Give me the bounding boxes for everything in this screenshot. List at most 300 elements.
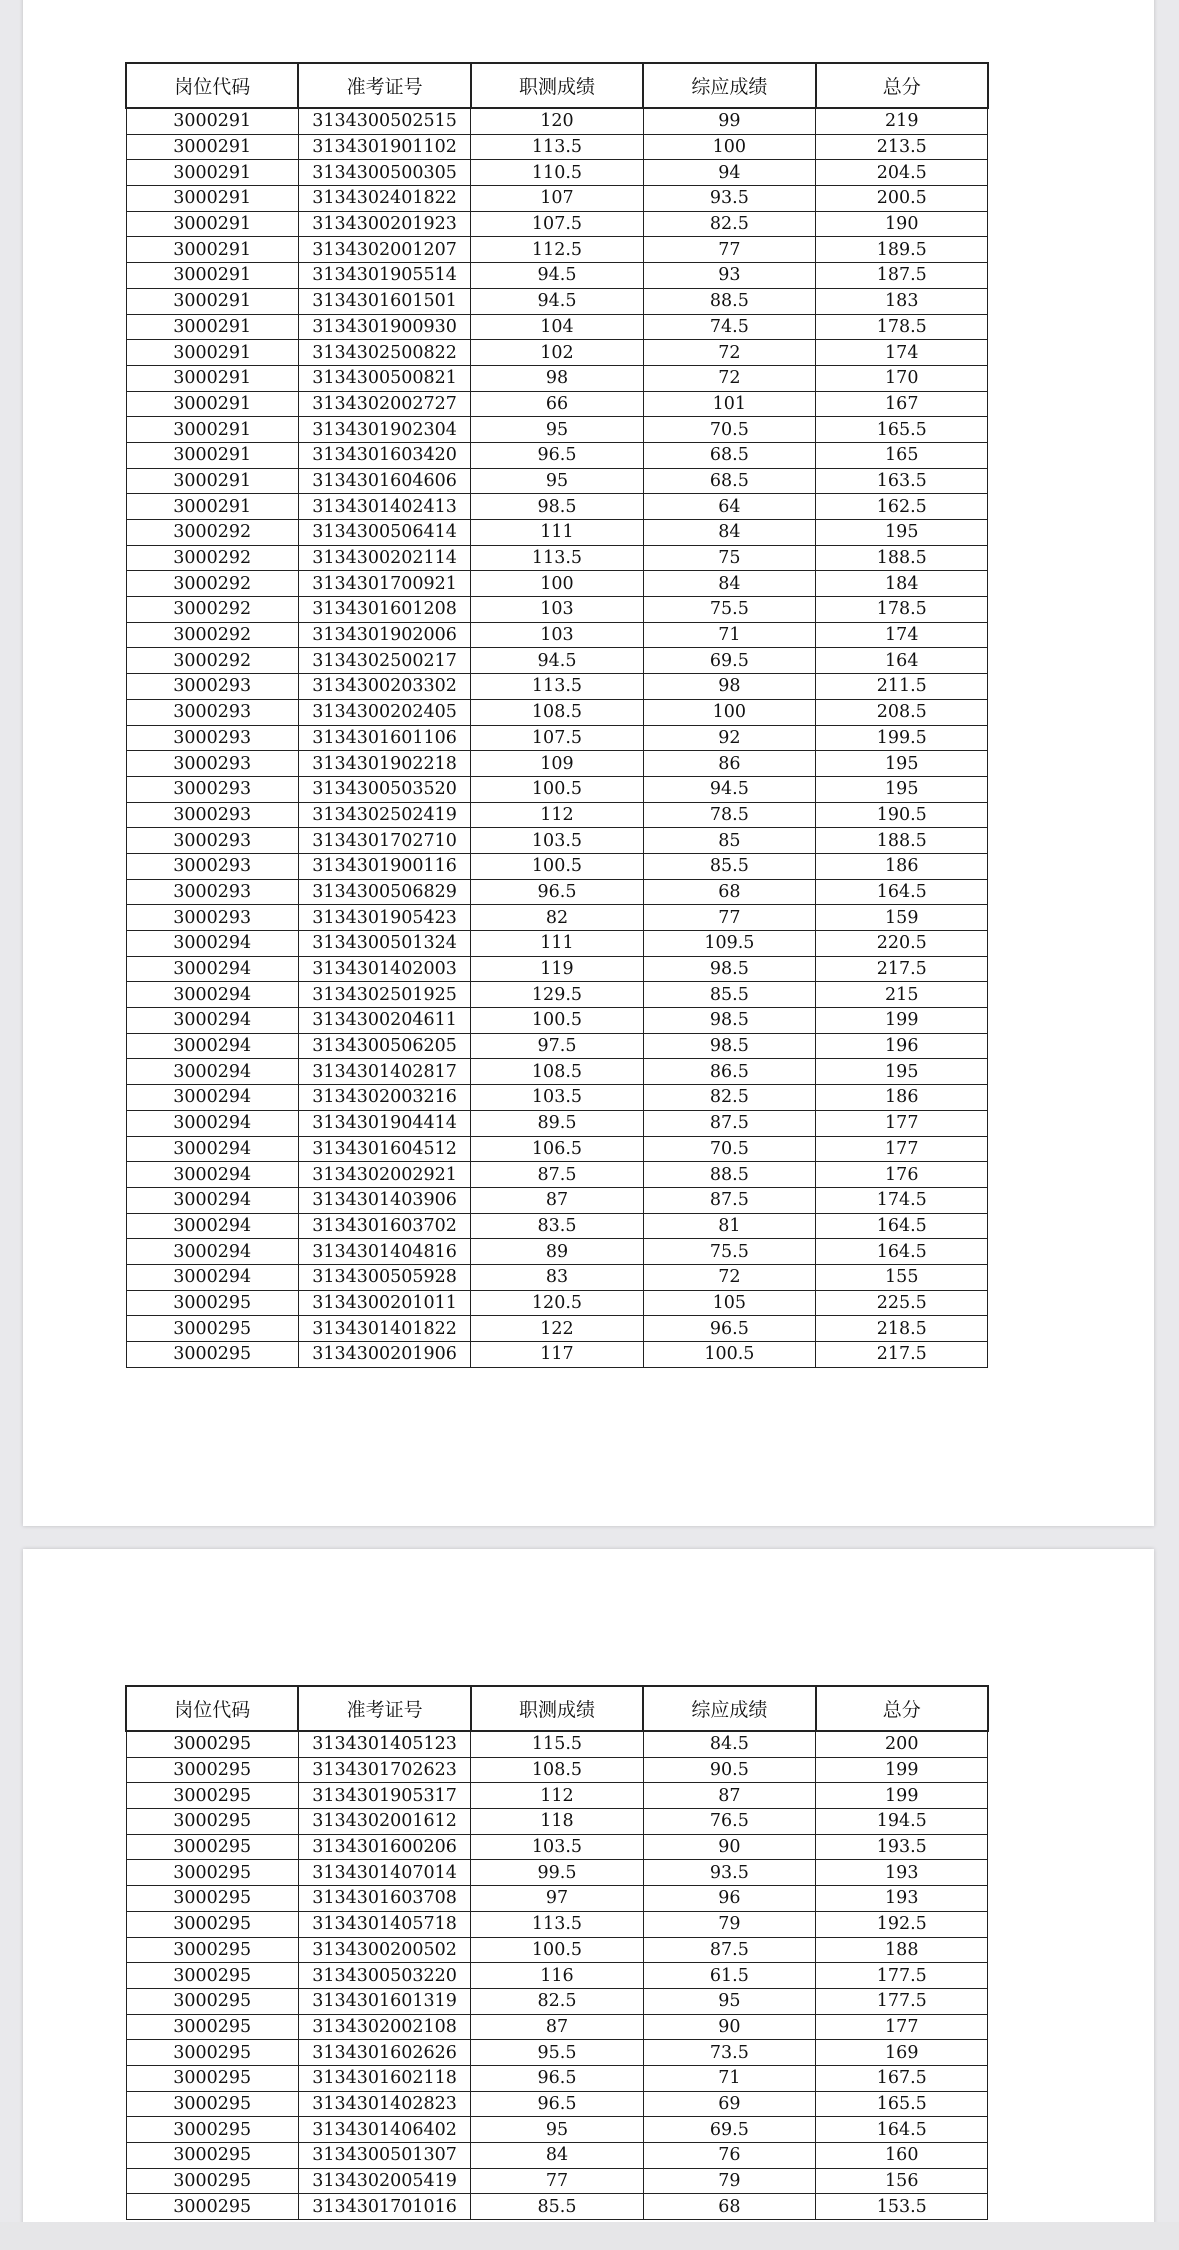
table-row <box>126 1342 988 1368</box>
position-code-cell: 3000291 <box>126 237 298 263</box>
position-code-cell: 3000294 <box>126 1059 298 1085</box>
ticket-number-cell: 3134300501324 <box>298 931 470 957</box>
total-score-cell: 199 <box>816 1783 988 1809</box>
ticket-number-cell: 3134300201906 <box>298 1342 470 1368</box>
aptitude-score-cell: 110.5 <box>471 160 643 186</box>
total-score-cell: 199.5 <box>816 725 988 751</box>
table-row <box>126 2194 988 2220</box>
header-essay-score: 综应成绩 <box>643 63 815 108</box>
aptitude-score-cell: 120.5 <box>471 1290 643 1316</box>
essay-score-cell: 94.5 <box>643 776 815 802</box>
essay-score-cell: 85.5 <box>643 982 815 1008</box>
aptitude-score-cell: 106.5 <box>471 1136 643 1162</box>
table-row <box>126 776 988 802</box>
position-code-cell: 3000295 <box>126 2117 298 2143</box>
table-row <box>126 571 988 597</box>
position-code-cell: 3000294 <box>126 1264 298 1290</box>
ticket-number-cell: 3134301405123 <box>298 1731 470 1757</box>
essay-score-cell: 64 <box>643 494 815 520</box>
table-row <box>126 391 988 417</box>
aptitude-score-cell: 113.5 <box>471 545 643 571</box>
total-score-cell: 160 <box>816 2143 988 2169</box>
essay-score-cell: 84 <box>643 520 815 546</box>
essay-score-cell: 71 <box>643 2065 815 2091</box>
aptitude-score-cell: 89.5 <box>471 1110 643 1136</box>
score-table <box>125 1685 989 2220</box>
ticket-number-cell: 3134301702710 <box>298 828 470 854</box>
ticket-number-cell: 3134301406402 <box>298 2117 470 2143</box>
ticket-number-cell: 3134302401822 <box>298 186 470 212</box>
position-code-cell: 3000294 <box>126 1162 298 1188</box>
essay-score-cell: 77 <box>643 905 815 931</box>
position-code-cell: 3000294 <box>126 1239 298 1265</box>
essay-score-cell: 77 <box>643 237 815 263</box>
aptitude-score-cell: 102 <box>471 340 643 366</box>
total-score-cell: 163.5 <box>816 468 988 494</box>
aptitude-score-cell: 116 <box>471 1963 643 1989</box>
ticket-number-cell: 3134300502515 <box>298 108 470 134</box>
aptitude-score-cell: 85.5 <box>471 2194 643 2220</box>
aptitude-score-cell: 103.5 <box>471 1085 643 1111</box>
table-row <box>126 1033 988 1059</box>
total-score-cell: 217.5 <box>816 956 988 982</box>
position-code-cell: 3000295 <box>126 2143 298 2169</box>
ticket-number-cell: 3134302002921 <box>298 1162 470 1188</box>
total-score-cell: 200.5 <box>816 186 988 212</box>
essay-score-cell: 72 <box>643 365 815 391</box>
position-code-cell: 3000295 <box>126 2040 298 2066</box>
table-header-row <box>126 63 988 108</box>
aptitude-score-cell: 97.5 <box>471 1033 643 1059</box>
total-score-cell: 195 <box>816 751 988 777</box>
table-body <box>126 108 988 1367</box>
position-code-cell: 3000294 <box>126 1187 298 1213</box>
aptitude-score-cell: 111 <box>471 520 643 546</box>
essay-score-cell: 84 <box>643 571 815 597</box>
ticket-number-cell: 3134302501925 <box>298 982 470 1008</box>
aptitude-score-cell: 87 <box>471 1187 643 1213</box>
aptitude-score-cell: 104 <box>471 314 643 340</box>
ticket-number-cell: 3134300201011 <box>298 1290 470 1316</box>
table-row <box>126 597 988 623</box>
aptitude-score-cell: 115.5 <box>471 1731 643 1757</box>
essay-score-cell: 98.5 <box>643 1033 815 1059</box>
position-code-cell: 3000295 <box>126 1290 298 1316</box>
total-score-cell: 165.5 <box>816 2091 988 2117</box>
ticket-number-cell: 3134301905514 <box>298 263 470 289</box>
ticket-number-cell: 3134301902006 <box>298 622 470 648</box>
ticket-number-cell: 3134300204611 <box>298 1008 470 1034</box>
position-code-cell: 3000292 <box>126 597 298 623</box>
ticket-number-cell: 3134301905317 <box>298 1783 470 1809</box>
aptitude-score-cell: 100.5 <box>471 1008 643 1034</box>
essay-score-cell: 72 <box>643 340 815 366</box>
essay-score-cell: 87.5 <box>643 1187 815 1213</box>
table-row <box>126 365 988 391</box>
ticket-number-cell: 3134302001207 <box>298 237 470 263</box>
total-score-cell: 177 <box>816 2014 988 2040</box>
table-row <box>126 1187 988 1213</box>
header-aptitude-score: 职测成绩 <box>471 63 643 108</box>
aptitude-score-cell: 82 <box>471 905 643 931</box>
essay-score-cell: 93.5 <box>643 1860 815 1886</box>
document-page-2 <box>23 1549 1154 2250</box>
table-row <box>126 494 988 520</box>
essay-score-cell: 109.5 <box>643 931 815 957</box>
table-row <box>126 468 988 494</box>
position-code-cell: 3000291 <box>126 288 298 314</box>
position-code-cell: 3000291 <box>126 108 298 134</box>
essay-score-cell: 79 <box>643 1911 815 1937</box>
position-code-cell: 3000291 <box>126 417 298 443</box>
ticket-number-cell: 3134301902218 <box>298 751 470 777</box>
aptitude-score-cell: 122 <box>471 1316 643 1342</box>
table-row <box>126 1213 988 1239</box>
essay-score-cell: 68 <box>643 2194 815 2220</box>
ticket-number-cell: 3134300506205 <box>298 1033 470 1059</box>
essay-score-cell: 98.5 <box>643 956 815 982</box>
position-code-cell: 3000293 <box>126 802 298 828</box>
total-score-cell: 165 <box>816 442 988 468</box>
total-score-cell: 169 <box>816 2040 988 2066</box>
total-score-cell: 189.5 <box>816 237 988 263</box>
aptitude-score-cell: 111 <box>471 931 643 957</box>
table-row <box>126 879 988 905</box>
table-row <box>126 520 988 546</box>
header-aptitude-score: 职测成绩 <box>471 1686 643 1731</box>
ticket-number-cell: 3134302001612 <box>298 1809 470 1835</box>
position-code-cell: 3000291 <box>126 468 298 494</box>
ticket-number-cell: 3134301900930 <box>298 314 470 340</box>
position-code-cell: 3000294 <box>126 956 298 982</box>
ticket-number-cell: 3134301601319 <box>298 1988 470 2014</box>
total-score-cell: 208.5 <box>816 699 988 725</box>
essay-score-cell: 75.5 <box>643 597 815 623</box>
table-row <box>126 442 988 468</box>
essay-score-cell: 71 <box>643 622 815 648</box>
position-code-cell: 3000291 <box>126 340 298 366</box>
table-row <box>126 1085 988 1111</box>
table-row <box>126 828 988 854</box>
position-code-cell: 3000291 <box>126 160 298 186</box>
essay-score-cell: 98 <box>643 674 815 700</box>
table-row <box>126 1290 988 1316</box>
table-row <box>126 2040 988 2066</box>
total-score-cell: 164.5 <box>816 1239 988 1265</box>
position-code-cell: 3000295 <box>126 1911 298 1937</box>
aptitude-score-cell: 108.5 <box>471 1059 643 1085</box>
essay-score-cell: 101 <box>643 391 815 417</box>
aptitude-score-cell: 95 <box>471 2117 643 2143</box>
table-row <box>126 1834 988 1860</box>
ticket-number-cell: 3134301904414 <box>298 1110 470 1136</box>
position-code-cell: 3000295 <box>126 2065 298 2091</box>
aptitude-score-cell: 99.5 <box>471 1860 643 1886</box>
header-ticket-number: 准考证号 <box>298 1686 470 1731</box>
total-score-cell: 188.5 <box>816 828 988 854</box>
document-page-1 <box>23 0 1154 1526</box>
aptitude-score-cell: 103 <box>471 622 643 648</box>
table-row <box>126 108 988 134</box>
total-score-cell: 164.5 <box>816 2117 988 2143</box>
essay-score-cell: 96 <box>643 1886 815 1912</box>
position-code-cell: 3000291 <box>126 263 298 289</box>
position-code-cell: 3000295 <box>126 1809 298 1835</box>
table-row <box>126 1136 988 1162</box>
essay-score-cell: 76 <box>643 2143 815 2169</box>
ticket-number-cell: 3134302500217 <box>298 648 470 674</box>
ticket-number-cell: 3134301901102 <box>298 134 470 160</box>
table-row <box>126 1809 988 1835</box>
table-row <box>126 956 988 982</box>
table-row <box>126 674 988 700</box>
table-row <box>126 1110 988 1136</box>
table-row <box>126 1988 988 2014</box>
aptitude-score-cell: 112 <box>471 1783 643 1809</box>
header-total-score: 总分 <box>816 63 988 108</box>
position-code-cell: 3000295 <box>126 2194 298 2220</box>
aptitude-score-cell: 84 <box>471 2143 643 2169</box>
ticket-number-cell: 3134300506414 <box>298 520 470 546</box>
table-row <box>126 211 988 237</box>
essay-score-cell: 88.5 <box>643 1162 815 1188</box>
essay-score-cell: 94 <box>643 160 815 186</box>
aptitude-score-cell: 94.5 <box>471 648 643 674</box>
essay-score-cell: 96.5 <box>643 1316 815 1342</box>
aptitude-score-cell: 109 <box>471 751 643 777</box>
position-code-cell: 3000295 <box>126 1783 298 1809</box>
table-row <box>126 545 988 571</box>
essay-score-cell: 70.5 <box>643 417 815 443</box>
ticket-number-cell: 3134300203302 <box>298 674 470 700</box>
total-score-cell: 211.5 <box>816 674 988 700</box>
ticket-number-cell: 3134301402413 <box>298 494 470 520</box>
position-code-cell: 3000295 <box>126 1834 298 1860</box>
aptitude-score-cell: 107 <box>471 186 643 212</box>
essay-score-cell: 92 <box>643 725 815 751</box>
total-score-cell: 188 <box>816 1937 988 1963</box>
total-score-cell: 190 <box>816 211 988 237</box>
ticket-number-cell: 3134301407014 <box>298 1860 470 1886</box>
position-code-cell: 3000294 <box>126 1136 298 1162</box>
table-body <box>126 1731 988 2220</box>
aptitude-score-cell: 95 <box>471 468 643 494</box>
ticket-number-cell: 3134301905423 <box>298 905 470 931</box>
position-code-cell: 3000293 <box>126 699 298 725</box>
ticket-number-cell: 3134301700921 <box>298 571 470 597</box>
aptitude-score-cell: 87 <box>471 2014 643 2040</box>
total-score-cell: 170 <box>816 365 988 391</box>
total-score-cell: 187.5 <box>816 263 988 289</box>
total-score-cell: 193.5 <box>816 1834 988 1860</box>
position-code-cell: 3000295 <box>126 2014 298 2040</box>
ticket-number-cell: 3134301601208 <box>298 597 470 623</box>
essay-score-cell: 100.5 <box>643 1342 815 1368</box>
header-total-score: 总分 <box>816 1686 988 1731</box>
essay-score-cell: 69.5 <box>643 648 815 674</box>
position-code-cell: 3000291 <box>126 391 298 417</box>
ticket-number-cell: 3134301402823 <box>298 2091 470 2117</box>
ticket-number-cell: 3134301902304 <box>298 417 470 443</box>
ticket-number-cell: 3134302005419 <box>298 2168 470 2194</box>
position-code-cell: 3000292 <box>126 571 298 597</box>
table-row <box>126 751 988 777</box>
essay-score-cell: 86.5 <box>643 1059 815 1085</box>
aptitude-score-cell: 83.5 <box>471 1213 643 1239</box>
total-score-cell: 159 <box>816 905 988 931</box>
total-score-cell: 177.5 <box>816 1963 988 1989</box>
position-code-cell: 3000294 <box>126 1033 298 1059</box>
table-row <box>126 1316 988 1342</box>
ticket-number-cell: 3134301604606 <box>298 468 470 494</box>
table-row <box>126 905 988 931</box>
total-score-cell: 199 <box>816 1008 988 1034</box>
total-score-cell: 218.5 <box>816 1316 988 1342</box>
aptitude-score-cell: 96.5 <box>471 2091 643 2117</box>
table-row <box>126 160 988 186</box>
ticket-number-cell: 3134300503520 <box>298 776 470 802</box>
aptitude-score-cell: 100.5 <box>471 776 643 802</box>
total-score-cell: 164 <box>816 648 988 674</box>
ticket-number-cell: 3134301405718 <box>298 1911 470 1937</box>
aptitude-score-cell: 95 <box>471 417 643 443</box>
aptitude-score-cell: 112 <box>471 802 643 828</box>
aptitude-score-cell: 95.5 <box>471 2040 643 2066</box>
position-code-cell: 3000291 <box>126 314 298 340</box>
ticket-number-cell: 3134301401822 <box>298 1316 470 1342</box>
position-code-cell: 3000292 <box>126 545 298 571</box>
table-row <box>126 725 988 751</box>
position-code-cell: 3000295 <box>126 1316 298 1342</box>
total-score-cell: 204.5 <box>816 160 988 186</box>
essay-score-cell: 99 <box>643 108 815 134</box>
position-code-cell: 3000295 <box>126 1937 298 1963</box>
position-code-cell: 3000293 <box>126 905 298 931</box>
total-score-cell: 192.5 <box>816 1911 988 1937</box>
ticket-number-cell: 3134300503220 <box>298 1963 470 1989</box>
table-row <box>126 1264 988 1290</box>
aptitude-score-cell: 96.5 <box>471 879 643 905</box>
header-position-code: 岗位代码 <box>126 1686 298 1731</box>
total-score-cell: 183 <box>816 288 988 314</box>
ticket-number-cell: 3134300505928 <box>298 1264 470 1290</box>
aptitude-score-cell: 108.5 <box>471 1757 643 1783</box>
essay-score-cell: 70.5 <box>643 1136 815 1162</box>
essay-score-cell: 93 <box>643 263 815 289</box>
aptitude-score-cell: 94.5 <box>471 288 643 314</box>
essay-score-cell: 98.5 <box>643 1008 815 1034</box>
aptitude-score-cell: 82.5 <box>471 1988 643 2014</box>
total-score-cell: 177.5 <box>816 1988 988 2014</box>
ticket-number-cell: 3134302003216 <box>298 1085 470 1111</box>
total-score-cell: 193 <box>816 1886 988 1912</box>
ticket-number-cell: 3134301404816 <box>298 1239 470 1265</box>
position-code-cell: 3000295 <box>126 2168 298 2194</box>
essay-score-cell: 78.5 <box>643 802 815 828</box>
essay-score-cell: 74.5 <box>643 314 815 340</box>
aptitude-score-cell: 100.5 <box>471 853 643 879</box>
ticket-number-cell: 3134300202114 <box>298 545 470 571</box>
total-score-cell: 174.5 <box>816 1187 988 1213</box>
essay-score-cell: 75.5 <box>643 1239 815 1265</box>
table-row <box>126 802 988 828</box>
ticket-number-cell: 3134301603702 <box>298 1213 470 1239</box>
ticket-number-cell: 3134301900116 <box>298 853 470 879</box>
total-score-cell: 217.5 <box>816 1342 988 1368</box>
total-score-cell: 177 <box>816 1110 988 1136</box>
position-code-cell: 3000291 <box>126 186 298 212</box>
table-row <box>126 2168 988 2194</box>
total-score-cell: 162.5 <box>816 494 988 520</box>
essay-score-cell: 68 <box>643 879 815 905</box>
table-row <box>126 417 988 443</box>
table-row <box>126 288 988 314</box>
position-code-cell: 3000294 <box>126 1008 298 1034</box>
total-score-cell: 184 <box>816 571 988 597</box>
position-code-cell: 3000293 <box>126 879 298 905</box>
table-row <box>126 1239 988 1265</box>
position-code-cell: 3000292 <box>126 648 298 674</box>
essay-score-cell: 76.5 <box>643 1809 815 1835</box>
header-ticket-number: 准考证号 <box>298 63 470 108</box>
essay-score-cell: 93.5 <box>643 186 815 212</box>
essay-score-cell: 79 <box>643 2168 815 2194</box>
essay-score-cell: 95 <box>643 1988 815 2014</box>
table-row <box>126 2091 988 2117</box>
total-score-cell: 193 <box>816 1860 988 1886</box>
position-code-cell: 3000293 <box>126 828 298 854</box>
aptitude-score-cell: 96.5 <box>471 442 643 468</box>
viewer-bottom-edge <box>0 2222 1179 2250</box>
ticket-number-cell: 3134301600206 <box>298 1834 470 1860</box>
aptitude-score-cell: 107.5 <box>471 211 643 237</box>
aptitude-score-cell: 94.5 <box>471 263 643 289</box>
essay-score-cell: 100 <box>643 134 815 160</box>
position-code-cell: 3000293 <box>126 853 298 879</box>
essay-score-cell: 90.5 <box>643 1757 815 1783</box>
header-position-code: 岗位代码 <box>126 63 298 108</box>
position-code-cell: 3000293 <box>126 674 298 700</box>
aptitude-score-cell: 112.5 <box>471 237 643 263</box>
aptitude-score-cell: 100.5 <box>471 1937 643 1963</box>
essay-score-cell: 84.5 <box>643 1731 815 1757</box>
total-score-cell: 194.5 <box>816 1809 988 1835</box>
table-row <box>126 982 988 1008</box>
essay-score-cell: 105 <box>643 1290 815 1316</box>
total-score-cell: 164.5 <box>816 879 988 905</box>
aptitude-score-cell: 103.5 <box>471 828 643 854</box>
table-row <box>126 1008 988 1034</box>
total-score-cell: 186 <box>816 853 988 879</box>
position-code-cell: 3000291 <box>126 442 298 468</box>
ticket-number-cell: 3134302002727 <box>298 391 470 417</box>
total-score-cell: 153.5 <box>816 2194 988 2220</box>
position-code-cell: 3000293 <box>126 751 298 777</box>
ticket-number-cell: 3134300500821 <box>298 365 470 391</box>
header-essay-score: 综应成绩 <box>643 1686 815 1731</box>
position-code-cell: 3000295 <box>126 1757 298 1783</box>
aptitude-score-cell: 97 <box>471 1886 643 1912</box>
essay-score-cell: 87.5 <box>643 1110 815 1136</box>
essay-score-cell: 61.5 <box>643 1963 815 1989</box>
table-row <box>126 2065 988 2091</box>
position-code-cell: 3000295 <box>126 1342 298 1368</box>
total-score-cell: 195 <box>816 776 988 802</box>
position-code-cell: 3000294 <box>126 931 298 957</box>
essay-score-cell: 85 <box>643 828 815 854</box>
ticket-number-cell: 3134301603708 <box>298 1886 470 1912</box>
table-row <box>126 1783 988 1809</box>
